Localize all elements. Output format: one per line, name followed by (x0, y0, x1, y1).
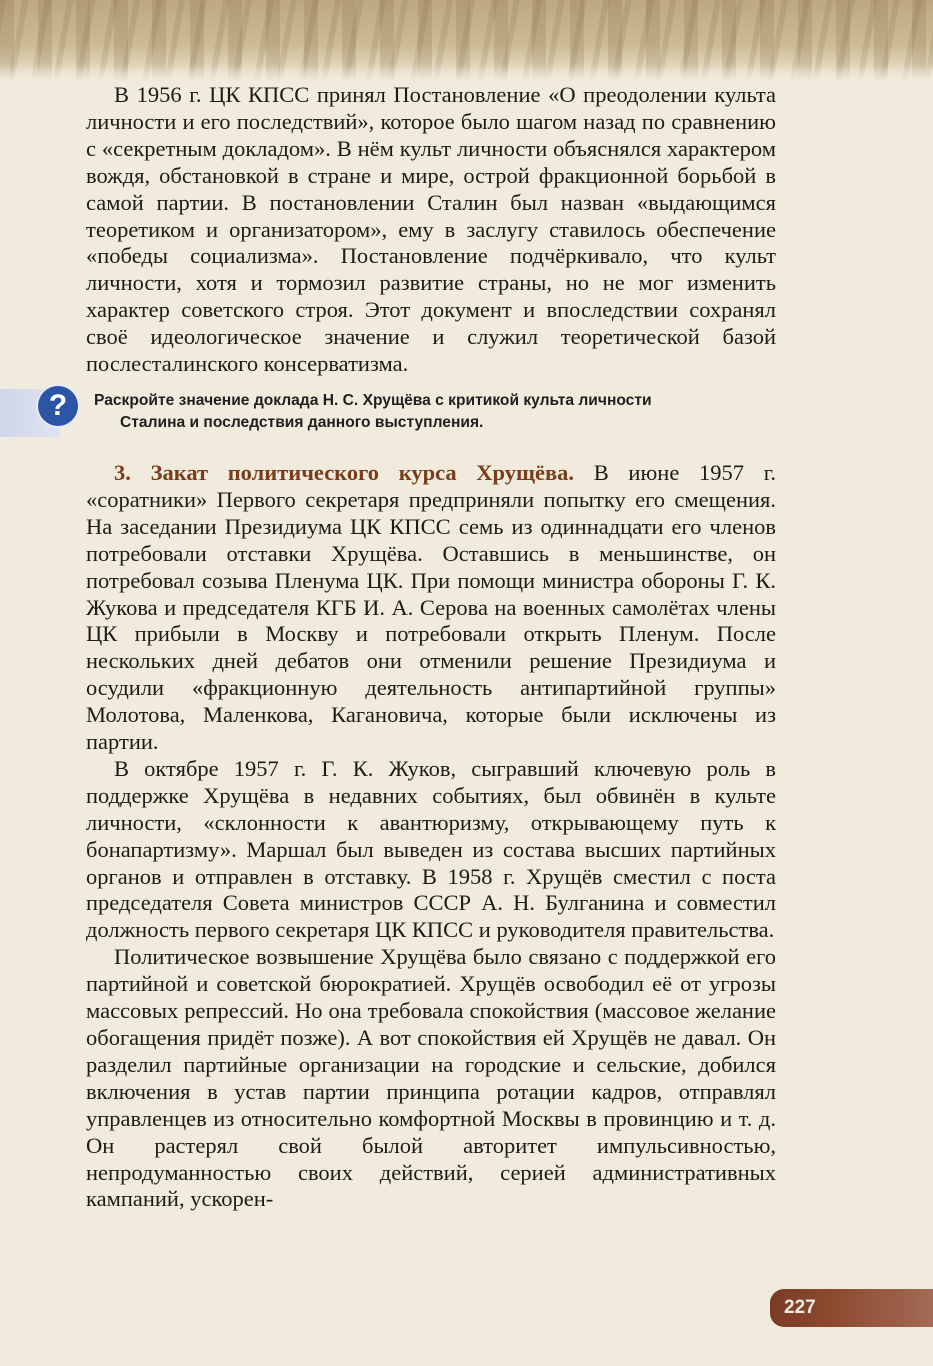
section-3-paragraph-3: Политическое возвышение Хрущёва было связано с поддержкой его партийной и советской бюрократией. Хрущёв освободил её от угрозы массовых репрессий. Но она требовала спокойствия (массовое желание обогащения придёт позже). А вот спокойствия ей Хрущёв не давал. Он разделил партийные организации на городские и сельские, добился включения в устав партии принципа ротации кадров, отправлял управленцев из относительно комфортной Москвы в провинцию и т. д. Он растерял свой былой авторитет импульсивностью, непродуманностью своих действий, серией административных кампаний, ускорен- (86, 944, 776, 1212)
question-box (48, 386, 776, 444)
question-text (94, 390, 776, 434)
section-3-paragraph-1 (86, 460, 776, 756)
section-3-paragraph-2: В октябре 1957 г. Г. К. Жуков, сыгравший ключевую роль в поддержке Хрущёва в недавних событиях, был обвинён в культе личности, «склонности к авантюризму, открывающему путь к бонапартизму». Маршал был выведен из состава высших партийных органов и отправлен в отставку. В 1958 г. Хрущёв сместил с поста председателя Совета министров СССР А. Н. Булганина и совместил должность первого секретаря ЦК КПСС и руководителя правительства. (86, 755, 776, 943)
page-content (48, 82, 777, 1213)
paragraph-1: В 1956 г. ЦК КПСС принял Постановление «О преодолении культа личности и его последствий», которое было шагом назад по сравнению с «секретным докладом». В нём культ личности объяснялся характером вождя, обстановкой в стране и мире, острой фракционной борьбой в самой партии. В постановлении Сталин был назван «выдающимся теоретиком и организатором», ему в заслугу ставилось обеспечение «победы социализма». Постановление подчёркивало, что культ личности, хотя и тормозил развитие страны, но не мог изменить характер советского строя. Этот документ и впоследствии сохранял своё идеологическое значение и служил теоретической базой послесталинского консерватизма. (86, 82, 776, 377)
section-3-paragraph-1-text: В июне 1957 г. «соратники» Первого секретаря предприняли попытку его смещения. На заседании Президиума ЦК КПСС семь из одиннадцати его членов потребовали отставки Хрущёва. Оставшись в меньшинстве, он потребовал созыва Пленума ЦК. При помощи министра обороны Г. К. Жукова и председателя КГБ И. А. Серова на военных самолётах члены ЦК прибыли в Москву и потребовали открыть Пленум. После нескольких дней дебатов они отменили решение Президиума и осудили «фракционную деятельность антипартийной группы» Молотова, Маленкова, Кагановича, которые были исключены из партии. (86, 459, 777, 755)
page-number: 227 (784, 1297, 816, 1318)
decorative-header-banner (0, 0, 933, 82)
question-text-line-2: Сталина и последствия данного выступления. (120, 413, 484, 431)
question-icon: ? (38, 386, 78, 426)
section-3-title: 3. Закат политического курса Хрущёва. (114, 459, 575, 485)
question-text-line-1: Раскройте значение доклада Н. С. Хрущёва с критикой культа личности (94, 391, 652, 409)
